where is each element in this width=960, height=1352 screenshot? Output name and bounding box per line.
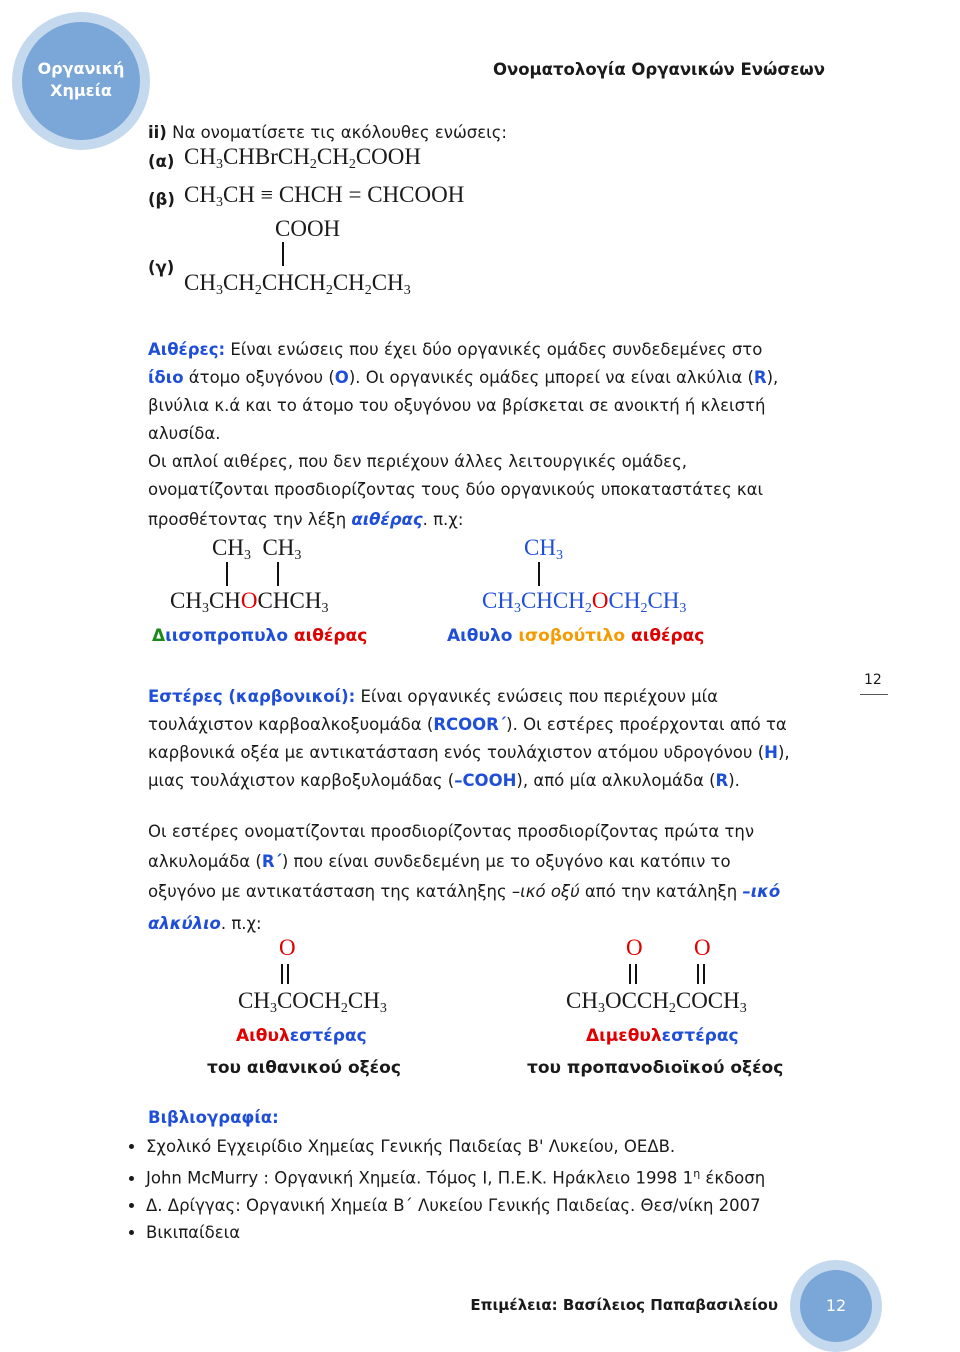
double-bond	[281, 964, 289, 984]
ethers-line4: αλυσίδα.	[148, 424, 221, 443]
ester2-oxygen: O	[626, 935, 643, 960]
ether1-top: $CH_3$ $CH_3$	[212, 535, 302, 563]
formula-a: $CH_3CHBrCH_2CH_2COOH$	[184, 144, 421, 172]
ethers-line6: ονοματίζονται προσδιορίζοντας τους δύο οργανικούς υποκαταστάτες και	[148, 480, 764, 499]
esters-line2: τουλάχιστον καρβοαλκοξυομάδα (RCOOR΄). Οι εστέρες προέρχονται από τα	[148, 715, 787, 734]
bond-line	[282, 242, 284, 266]
esters-p2-line4: αλκύλιο. π.χ:	[148, 914, 262, 933]
esters-p2-line1: Οι εστέρες ονοματίζονται προσδιορίζοντας προσδιορίζοντας πρώτα την	[148, 822, 755, 841]
formula-c-top: COOH	[275, 216, 341, 241]
ethers-line5: Οι απλοί αιθέρες, που δεν περιέχουν άλλες λειτουργικές ομάδες,	[148, 452, 688, 471]
esters-p2-line3: οξυγόνο με αντικατάσταση της κατάληξης –ικό οξύ από την κατάληξη –ικό	[148, 882, 781, 901]
bond-line	[277, 562, 279, 586]
page-header-title: Ονοματολογία Οργανικών Ενώσεων	[492, 60, 825, 79]
bond-line	[538, 562, 540, 586]
footer-page-number: 12	[800, 1270, 872, 1342]
esters-p2-line2: αλκυλομάδα (R΄) που είναι συνδεδεμένη με το οξυγόνο και κατόπιν το	[148, 852, 731, 871]
double-bond	[697, 964, 705, 984]
esters-line1: Εστέρες (καρβονικοί): Είναι οργανικές ενώσεις που περιέχουν μία	[148, 687, 719, 706]
side-page-number: 12	[864, 672, 882, 688]
ester2-oxygen: O	[694, 935, 711, 960]
ester1-acid: του αιθανικού οξέος	[207, 1058, 401, 1078]
ethers-term: Αιθέρες:	[148, 340, 226, 359]
exercise-intro	[148, 119, 507, 147]
ether2-formula: $CH_3CHCH_2OCH_2CH_3$	[482, 588, 687, 616]
ester2-acid: του προπανοδιοϊκού οξέος	[527, 1058, 784, 1078]
bibliography-item: • Σχολικό Εγχειρίδιο Χημείας Γενικής Παιδείας Β' Λυκείου, ΟΕΔΒ.	[146, 1133, 765, 1160]
ether1-name: Διισοπροπυλο αιθέρας	[152, 626, 368, 646]
ester2-formula: $CH_3OCCH_2COCH_3$	[566, 988, 747, 1016]
ethers-line3: βινύλια κ.ά και το άτομο του οξυγόνου να βρίσκεται σε ανοικτή ή κλειστή	[148, 396, 766, 415]
bond-line	[226, 562, 228, 586]
ester1-name: Αιθυλεστέρας	[236, 1026, 367, 1046]
esters-line4: μιας τουλάχιστον καρβοξυλομάδας (–COOH), από μία αλκυλομάδα (R).	[148, 771, 740, 790]
ethers-line2: ίδιο άτομο οξυγόνου (O). Οι οργανικές ομάδες μπορεί να είναι αλκύλια (R),	[148, 368, 779, 387]
ester2-name: Διμεθυλεστέρας	[586, 1026, 739, 1046]
divider	[860, 694, 888, 695]
header-badge-line2: Χημεία	[50, 81, 112, 100]
bibliography-item: • Δ. Δρίγγας: Οργανική Χημεία Β΄ Λυκείου Γενικής Παιδείας. Θεσ/νίκη 2007	[146, 1192, 765, 1219]
header-badge-line1: Οργανική	[37, 59, 125, 78]
ester1-formula: $CH_3COCH_2CH_3$	[238, 988, 387, 1016]
footer-credit: Επιμέλεια: Βασίλειος Παπαβασιλείου	[470, 1296, 778, 1314]
ether2-name: Αιθυλο ισοβούτιλο αιθέρας	[447, 626, 705, 646]
exercise-text: Να ονοματίσετε τις ακόλουθες ενώσεις:	[172, 123, 507, 142]
bibliography-title: Βιβλιογραφία:	[148, 1108, 279, 1127]
exercise-label: ii)	[148, 123, 167, 142]
header-badge-inner	[22, 22, 140, 140]
label-b: (β)	[148, 190, 175, 209]
ethers-line1: Αιθέρες: Είναι ενώσεις που έχει δύο οργανικές ομάδες συνδεδεμένες στο	[148, 340, 763, 359]
bibliography-list	[118, 1133, 765, 1246]
ester1-oxygen: O	[279, 935, 296, 960]
esters-term: Εστέρες (καρβονικοί):	[148, 687, 356, 706]
double-bond	[629, 964, 637, 984]
bibliography-item: • Βικιπαίδεια	[146, 1219, 765, 1246]
ethers-line7: προσθέτοντας την λέξη αιθέρας. π.χ:	[148, 510, 464, 529]
ether2-top: $CH_3$	[524, 535, 563, 563]
formula-c: $CH_3CH_2CHCH_2CH_2CH_3$	[184, 270, 411, 298]
formula-b: $CH_3CH$ ≡ CHCH = CHCOOH	[184, 182, 465, 210]
esters-line3: καρβονικά οξέα με αντικατάσταση ενός τουλάχιστον ατόμου υδρογόνου (H),	[148, 743, 790, 762]
label-c: (γ)	[148, 258, 175, 277]
label-a: (α)	[148, 152, 175, 171]
bibliography-item: • John McMurry : Οργανική Χημεία. Τόμος Ι, Π.Ε.Κ. Ηράκλειο 1998 $1^\eta$ έκδοση	[146, 1160, 765, 1192]
ether1-formula: $CH_3CHOCHCH_3$	[170, 588, 329, 616]
